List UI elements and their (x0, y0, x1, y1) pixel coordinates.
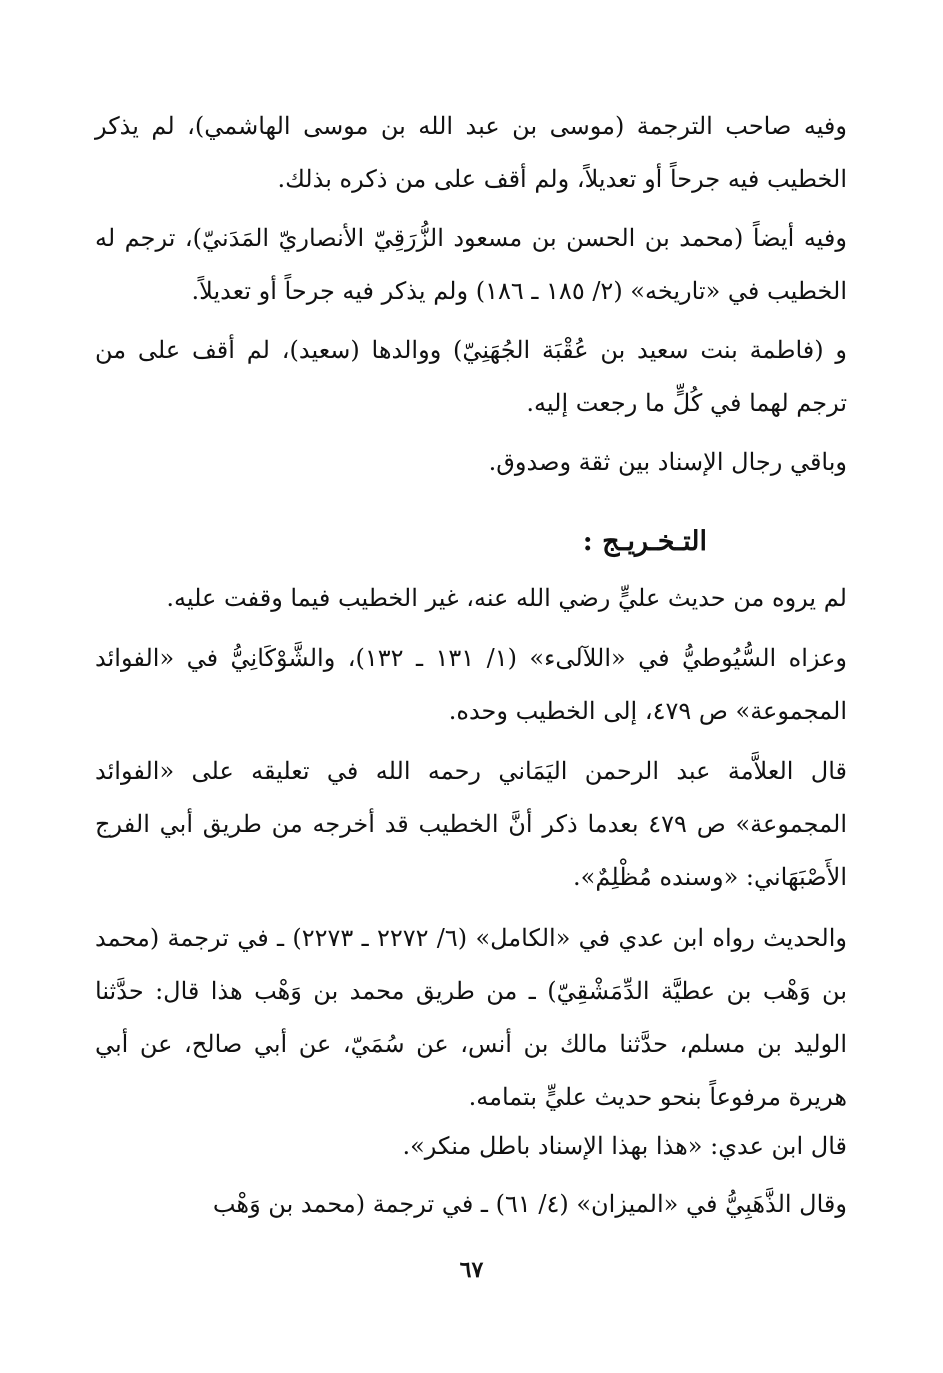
paragraph-suyuti-shawkani: وعزاه السُّيُوطيُّ في «اللآلىء» (١/ ١٣١ ـ ١٣٢)، والشَّوْكَانِيُّ في «الفوائد المجموعة» ص ٤٧٩، إلى الخطيب وحده. (95, 644, 848, 725)
paragraph-muhammad-ibn-al-hasan: وفيه أيضاً (محمد بن الحسن بن مسعود الزُّرَقِيّ الأنصاريّ المَدَنيّ)، ترجم له الخطيب في «تاريخه» (٢/ ١٨٥ ـ ١٨٦) ولم يذكر فيه جرحاً أو تعديلاً. (95, 224, 847, 305)
paragraph-takhrij-intro: لم يروه من حديث عليٍّ رضي الله عنه، غير الخطيب فيما وقفت عليه. (166, 584, 847, 612)
paragraph-yamani-comment: قال العلاَّمة عبد الرحمن اليَمَاني رحمه الله في تعليقه على «الفوائد المجموعة» ص ٤٧٩ بعدما ذكر أنَّ الخطيب قد أخرجه من طريق أبي الفرج الأَصْبَهَاني: «وسنده مُظْلِمٌ». (95, 757, 847, 891)
section-heading-takhrij: التـخـريـج : (582, 526, 707, 557)
page-number: ٦٧ (459, 1257, 484, 1283)
paragraph-remaining-narrators: وباقي رجال الإسناد بين ثقة وصدوق. (488, 448, 847, 476)
paragraph-dhahabi: وقال الذَّهَبِيُّ في «الميزان» (٤/ ٦١) ـ في ترجمة (محمد بن وَهْب (212, 1190, 847, 1218)
paragraph-ibn-adi-verdict: قال ابن عدي: «هذا بهذا الإسناد باطل منكر». (402, 1132, 847, 1160)
paragraph-fatima-bint-said: و (فاطمة بنت سعيد بن عُقْبَة الجُهَنِيّ) ووالدها (سعيد)، لم أقف على من ترجم لهما في كُلٍّ ما رجعت إليه. (95, 336, 847, 417)
paragraph-ibn-adi-report: والحديث رواه ابن عدي في «الكامل» (٦/ ٢٢٧٢ ـ ٢٢٧٣) ـ في ترجمة (محمد بن وَهْب بن عطيَّة الدِّمَشْقِيّ) ـ من طريق محمد بن وَهْب هذا قال: حدَّثنا الوليد بن مسلم، حدَّثنا مالك بن أنس، عن سُمَيّ، عن أبي صالح، عن أبي هريرة مرفوعاً بنحو حديث عليٍّ بتمامه. (95, 924, 848, 1111)
paragraph-musa-translation: وفيه صاحب الترجمة (موسى بن عبد الله بن موسى الهاشمي)، لم يذكر الخطيب فيه جرحاً أو تعديلاً، ولم أقف على من ذكره بذلك. (95, 112, 847, 193)
